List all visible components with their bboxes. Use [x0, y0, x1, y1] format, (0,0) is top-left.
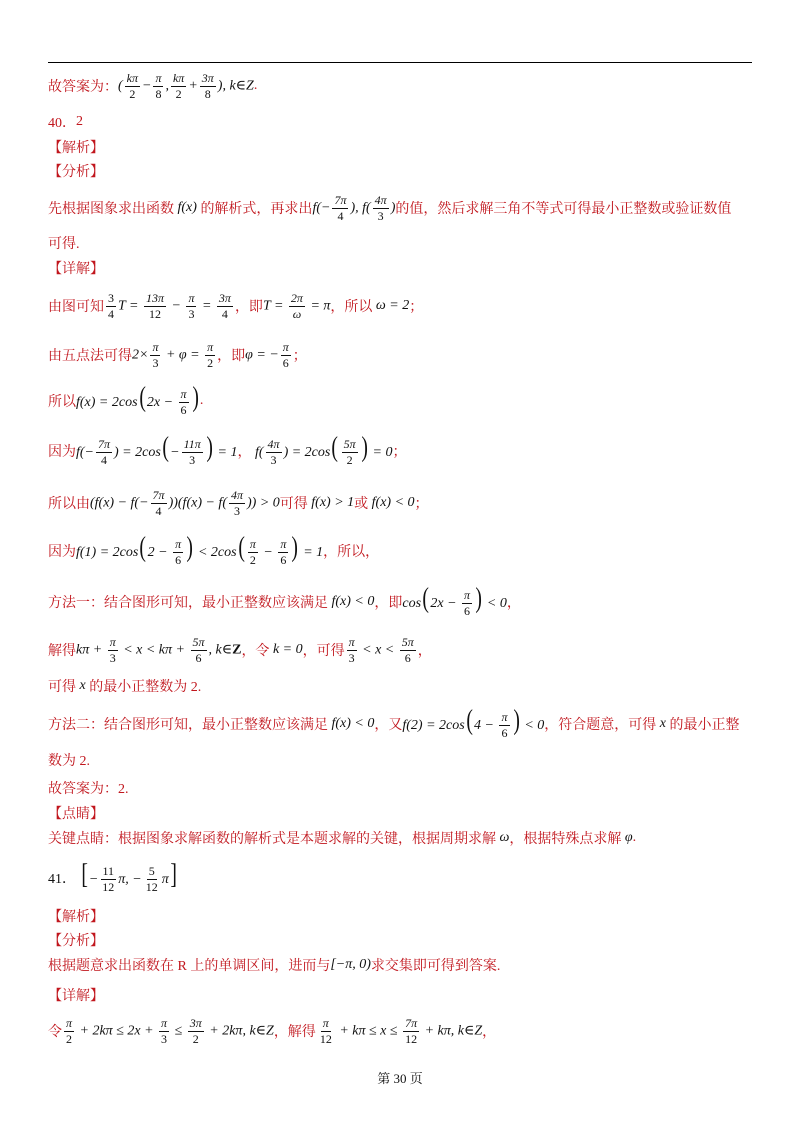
q40-fenxi-text-c: 的值，然后求解三角不等式可得最小正整数或验证数值	[395, 202, 732, 217]
q41-tag-fenxi: 【分析】	[48, 934, 104, 949]
q40-tag-fenxi: 【分析】	[48, 165, 104, 180]
q40-step1-text-d: ；	[409, 300, 424, 315]
q40-fenxi-text-a: 先根据图象求出函数	[48, 202, 174, 217]
m1-x-range-formula: $\frac{\pi}{3}$ < x < $\frac{5\pi}{6}$	[348, 634, 414, 665]
q40-method1-text-a: 方法一：结合图形可知，最小正整数应该满足	[48, 596, 328, 611]
m1-cos-formula: cos(2x − $\frac{\pi}{6}$ ) < 0	[402, 582, 507, 619]
q41-step1-text-b: ，解得	[273, 1025, 316, 1040]
q40-final-answer: 故答案为：2.	[48, 782, 129, 797]
q40-fenxi-text-b: 的解析式，再求出	[200, 202, 313, 217]
q40-method2-line2: 数为 2.	[48, 754, 90, 769]
q40-step2-text-c: ；	[292, 349, 307, 364]
monotone-ineq-formula: $\frac{\pi}{2}$ + 2kπ ≤ 2x + $\frac{\pi}{3}$ ≤ $\frac{3\pi}{2}$ + 2kπ, k∈Z	[66, 1015, 274, 1046]
q40-method1-line3	[48, 676, 754, 696]
phi-formula: φ = − $\frac{\pi}{6}$	[245, 339, 289, 370]
fx-gt1-formula: f(x) > 1	[307, 495, 355, 510]
q40-method2-text-a: 方法二：结合图形可知，最小正整数应该满足	[48, 718, 328, 733]
q40-step4-text-a: 因为	[48, 445, 76, 460]
q40-method1-text-e: ，令	[241, 644, 270, 659]
q41-tag-jiexi: 【解析】	[48, 910, 104, 925]
q40-dianjing-line	[48, 828, 754, 848]
q40-step2-text-a: 由五点法可得	[48, 349, 132, 364]
q40-tag-dianjing: 【点睛】	[48, 807, 104, 822]
q40-method1-text-d: 解得	[48, 644, 76, 659]
m2-fx-lt0-formula: f(x) < 0	[328, 716, 375, 731]
q40-method1-text-i: 的最小正整数为 2.	[89, 680, 202, 695]
f-values-formula: f(− $\frac{7\pi}{4}$ ), f( $\frac{4\pi}{3}$ )	[312, 192, 396, 223]
f1-formula: f(1) = 2cos(2 − $\frac{\pi}{6}$ ) < 2cos( $\frac{\pi}{2}$ − $\frac{\pi}{6}$ ) = 1	[76, 531, 324, 568]
fx-formula: f(x)	[174, 200, 201, 215]
q40-method1-text-b: ，即	[374, 596, 403, 611]
q40-heading	[48, 112, 754, 132]
q40-step5-text-c: 或	[354, 497, 369, 512]
m1-range-formula: kπ + $\frac{\pi}{3}$ < x < kπ + $\frac{5\pi}{6}$ , k∈Z	[76, 634, 242, 665]
q41-answer-formula: [− $\frac{11}{12}$ π, − $\frac{5}{12}$ π]	[80, 858, 177, 895]
x-symbol: x	[76, 678, 90, 693]
q41-fenxi-text-a: 根据题意求出函数在 R 上的单调区间，进而与	[48, 959, 331, 974]
q40-step1-text-a: 由图可知	[48, 300, 104, 315]
omega-formula: ω = 2	[372, 298, 410, 313]
omega-symbol: ω	[496, 830, 510, 845]
q40-dianjing-text-b: ，根据特殊点求解	[509, 832, 622, 847]
q40-number: 40．	[48, 116, 76, 131]
prev-answer-formula: ( $\frac{k\pi}{2}$ − $\frac{\pi}{8}$ , $\frac{k\pi}{2}$ + $\frac{3\pi}{8}$ ), k∈Z	[118, 70, 254, 101]
interval-formula: [−π, 0)	[330, 957, 371, 972]
q41-step1-text-a: 令	[48, 1025, 62, 1040]
answer-tail: .	[253, 78, 258, 93]
q41-heading	[48, 858, 754, 898]
q40-method2-text-c: ，符合题意，可得	[544, 718, 657, 733]
q40-method1-line1	[48, 582, 754, 622]
q40-step5-text-d: ；	[414, 497, 429, 512]
t-formula: T = $\frac{2\pi}{\omega}$ = π	[262, 290, 331, 321]
f2-formula: f(2) = 2cos(4 − $\frac{\pi}{6}$ ) < 0	[402, 704, 545, 741]
f-4pi3-formula: f( $\frac{4\pi}{3}$ ) = 2cos( $\frac{5\pi}{2}$ ) = 0	[251, 431, 393, 468]
q40-step1	[48, 284, 754, 328]
function-formula: f(x) = 2cos(2x − $\frac{\pi}{6}$ )	[76, 381, 199, 418]
f-neg7pi4-formula: f(− $\frac{7\pi}{4}$ ) = 2cos(− $\frac{11\pi}{3}$ ) = 1	[76, 431, 238, 468]
q41-fenxi-text-b: 求交集即可得到答案.	[370, 959, 501, 974]
q40-step5	[48, 482, 754, 524]
q40-method2-line1	[48, 704, 754, 744]
q40-step6-text-b: ，所以，	[323, 545, 380, 560]
m1-fx-lt0-formula: f(x) < 0	[328, 594, 375, 609]
x-symbol-2: x	[656, 716, 670, 731]
q40-tag-xiangjie: 【详解】	[48, 262, 104, 277]
answer-label: 故答案为：	[48, 80, 118, 95]
q40-step3	[48, 381, 754, 421]
q40-step5-text-b: 可得	[279, 497, 308, 512]
q40-step6	[48, 530, 754, 572]
q41-number: 41．	[48, 872, 76, 887]
q40-step4-text-c: ；	[392, 445, 407, 460]
q40-step1-text-c: ，所以	[330, 300, 373, 315]
q40-dianjing-text-a: 关键点睛：根据图象求解函数的解析式是本题求解的关键，根据周期求解	[48, 832, 496, 847]
q40-step4-text-b: ，	[237, 445, 252, 460]
inequality-formula: (f(x) − f(− $\frac{7\pi}{4}$ ))(f(x) − f( $\frac{4\pi}{3}$ )) > 0	[90, 487, 280, 518]
q40-step2	[48, 335, 754, 375]
q40-step3-text-b: .	[199, 393, 204, 408]
phi-symbol: φ	[621, 830, 633, 845]
q40-step1-text-b: ，即	[234, 300, 263, 315]
q41-tag-xiangjie: 【详解】	[48, 989, 104, 1004]
q40-method1-text-c: ，	[506, 596, 521, 611]
q40-answer: 2	[76, 114, 83, 129]
header-rule	[48, 62, 752, 63]
q40-method2-text-d: 的最小正整	[669, 718, 740, 733]
q40-method1-text-g: ，	[417, 644, 432, 659]
q40-dianjing-text-c: .	[632, 830, 637, 845]
q40-step5-text-a: 所以由	[48, 497, 90, 512]
q41-step1	[48, 1011, 754, 1051]
q40-step4	[48, 430, 754, 472]
q40-tag-jiexi: 【解析】	[48, 141, 104, 156]
page-number: 第 30 页	[377, 1071, 423, 1086]
prev-answer-line	[48, 68, 754, 104]
q40-fenxi-line2: 可得.	[48, 237, 80, 252]
q40-method2-text-b: ，又	[374, 718, 403, 733]
q40-method1-line2	[48, 630, 754, 670]
solution-range-formula: $\frac{\pi}{12}$ + kπ ≤ x ≤ $\frac{7\pi}{12}$ + kπ, k∈Z	[319, 1015, 483, 1046]
q40-fenxi-line1	[48, 188, 754, 228]
phase-formula: 2× $\frac{\pi}{3}$ + φ = $\frac{\pi}{2}$	[132, 339, 214, 370]
q41-fenxi-line	[48, 955, 754, 975]
q40-step3-text-a: 所以	[48, 395, 76, 410]
q40-step6-text-a: 因为	[48, 545, 76, 560]
fx-lt0-formula: f(x) < 0	[368, 495, 415, 510]
q40-method1-text-f: ，可得	[302, 644, 345, 659]
q41-step1-text-c: ，	[482, 1025, 497, 1040]
period-formula: $\frac{3}{4}$ T = $\frac{13\pi}{12}$ − $\frac{\pi}{3}$ = $\frac{3\pi}{4}$	[108, 290, 231, 321]
k-zero-formula: k = 0	[269, 642, 303, 657]
q40-method1-text-h: 可得	[48, 680, 76, 695]
q40-step2-text-b: ，即	[217, 349, 246, 364]
